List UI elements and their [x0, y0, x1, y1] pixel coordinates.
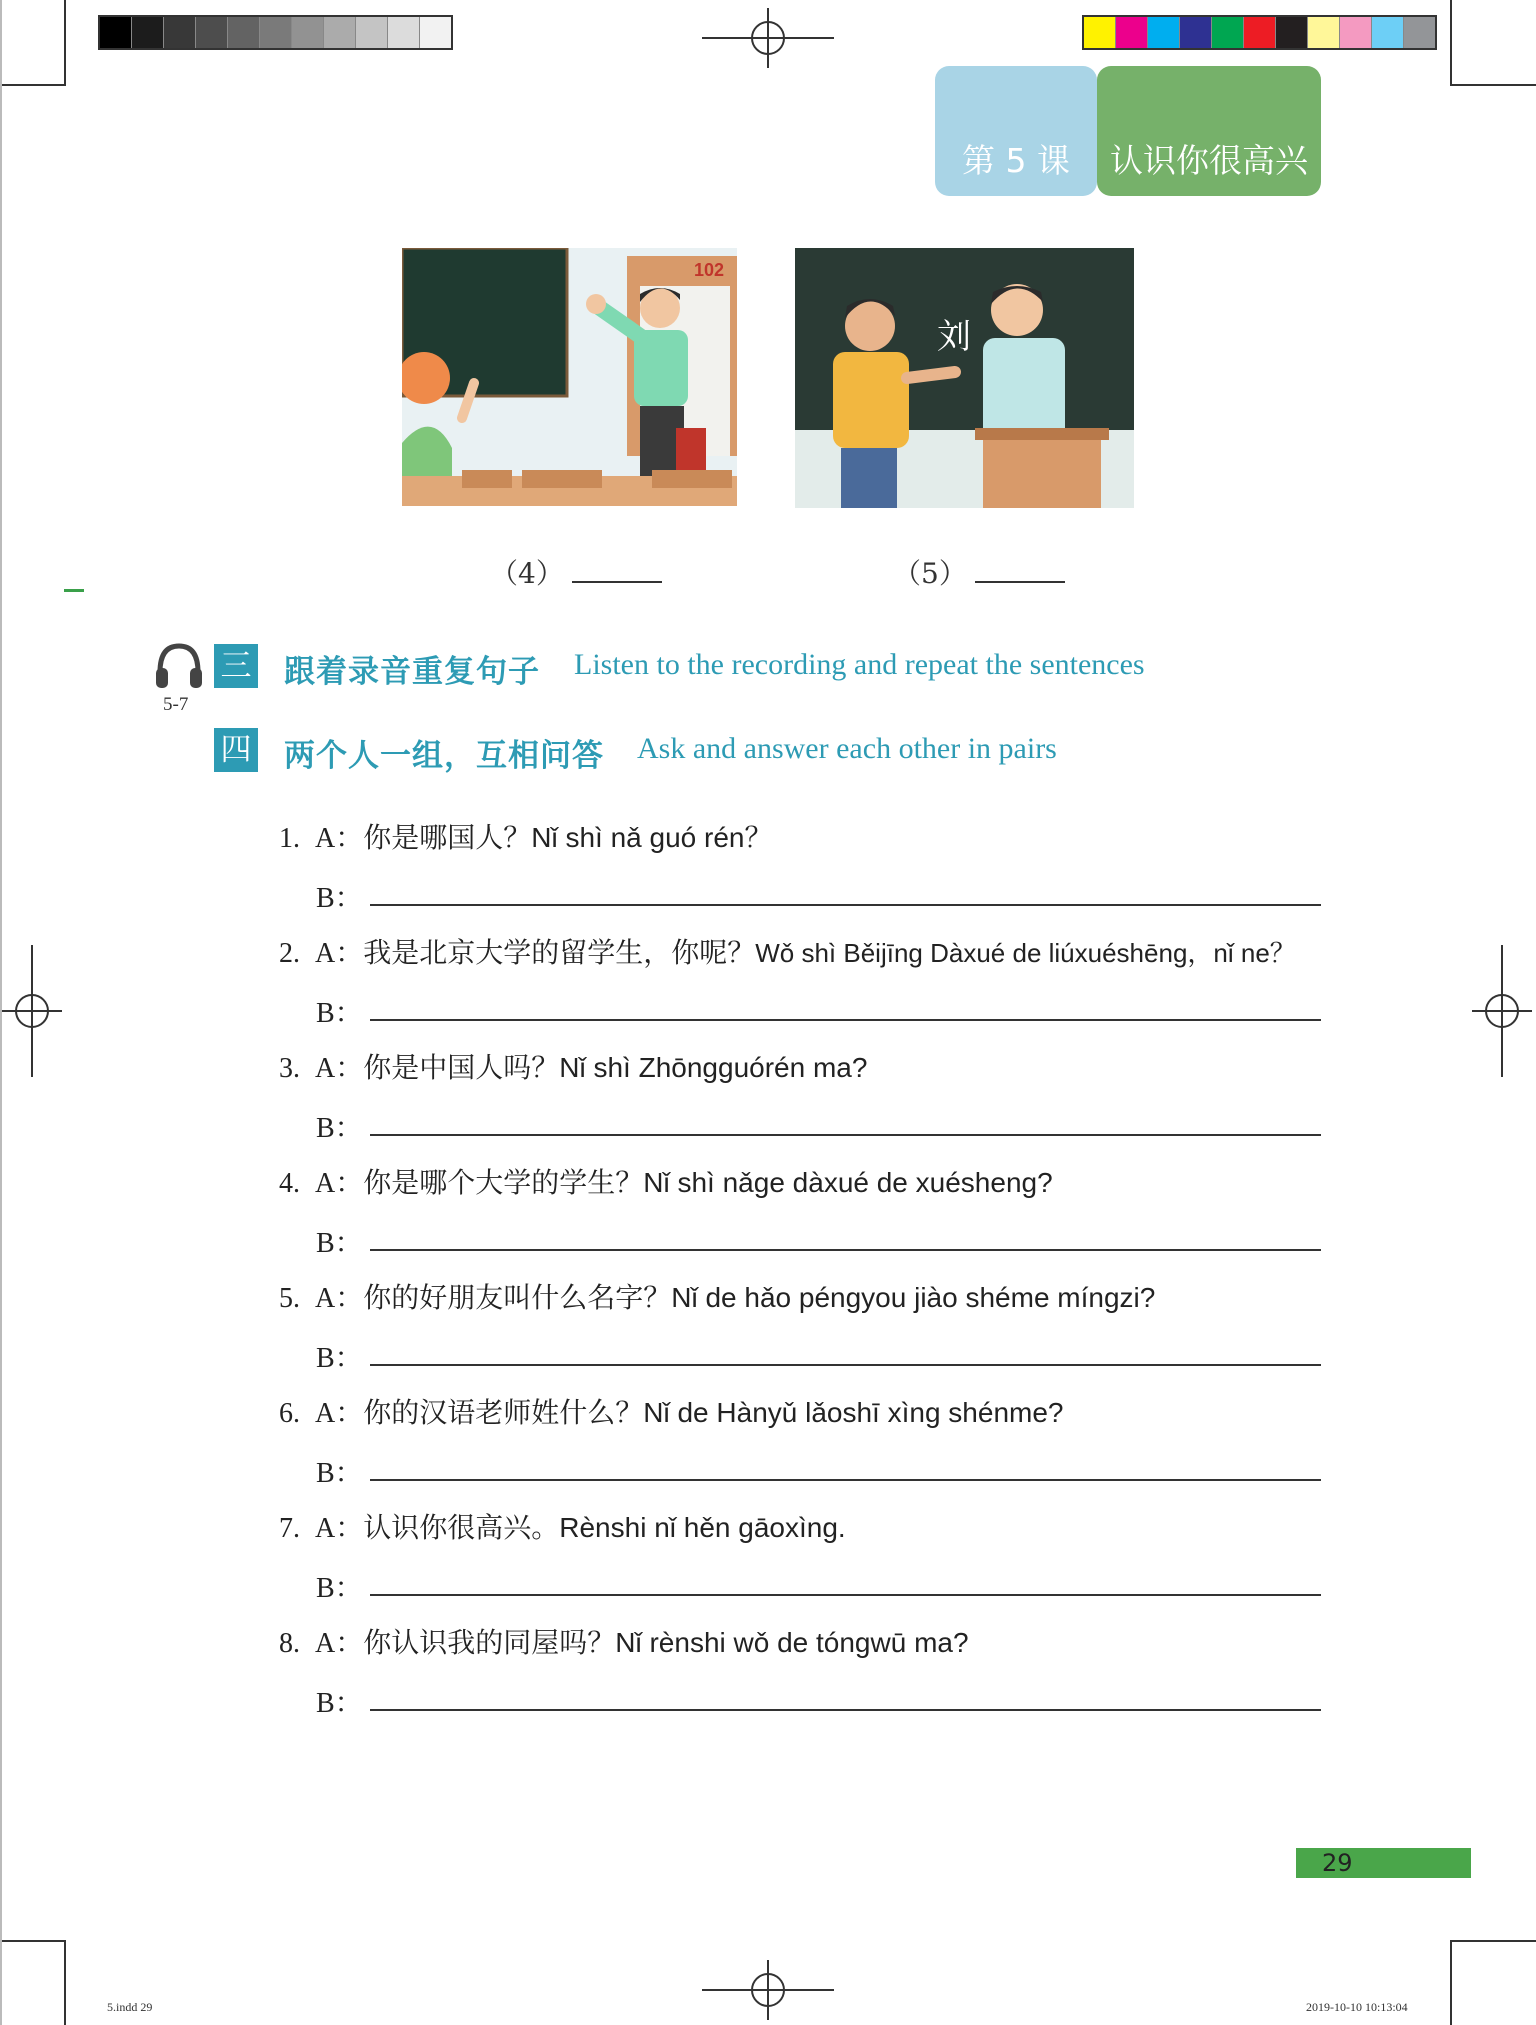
answer-blank-5[interactable] [975, 557, 1065, 583]
color-swatch [1308, 17, 1340, 48]
color-swatch [228, 17, 260, 48]
exercise-5-b-label: B： [316, 1343, 363, 1374]
speaker-a: A： [315, 1283, 364, 1314]
color-swatch [292, 17, 324, 48]
exercise-number: 1. [279, 823, 300, 854]
question-zh: 你是中国人吗？ [363, 1051, 560, 1084]
page-number: 29 [1296, 1848, 1471, 1878]
exercise-4-answer-line[interactable] [370, 1249, 1321, 1251]
color-swatch [420, 17, 451, 48]
question-pinyin: Nǐ shì nǎ guó rén？ [531, 822, 773, 853]
lesson-title-tab [1097, 66, 1321, 196]
exercise-6-question [279, 1391, 1064, 1431]
question-pinyin: Nǐ de hǎo péngyou jiào shéme míngzi? [671, 1282, 1156, 1313]
exercise-6-answer-line[interactable] [370, 1479, 1321, 1481]
exercise-4-question [279, 1161, 1053, 1201]
exercise-2-b-label: B： [316, 998, 363, 1029]
exercise-6-b-label: B： [316, 1458, 363, 1489]
exercise-number: 2. [279, 938, 300, 969]
exercise-1-b-label: B： [316, 883, 363, 914]
grayscale-swatch-bar [98, 15, 453, 50]
answer-blank-4[interactable] [572, 557, 662, 583]
caption-4 [490, 552, 662, 592]
color-swatch [1244, 17, 1276, 48]
color-swatch [388, 17, 420, 48]
board-character: 刘 [937, 317, 971, 357]
question-pinyin: Wǒ shì Běijīng Dàxué de liúxuéshēng，nǐ ne？ [755, 938, 1296, 968]
question-pinyin: Rènshi nǐ hěn gāoxìng. [559, 1512, 846, 1543]
illustration-5-self-introduction [795, 248, 1134, 508]
lesson-number-tab [935, 66, 1097, 196]
speaker-a: A： [315, 1168, 364, 1199]
color-swatch [1116, 17, 1148, 48]
question-zh: 你是哪国人？ [363, 821, 532, 854]
room-number-label: 102 [694, 260, 725, 280]
question-zh: 你是哪个大学的学生？ [363, 1166, 644, 1199]
margin-marker [64, 589, 84, 592]
speaker-a: A： [315, 1628, 364, 1659]
color-swatch [1084, 17, 1116, 48]
exercise-8-b-label: B： [316, 1688, 363, 1719]
registration-mark-bottom [702, 1960, 834, 2020]
section-4-title-en: Ask and answer each other in pairs [637, 732, 1057, 765]
exercise-1-answer-line[interactable] [370, 904, 1321, 906]
exercise-5-answer-line[interactable] [370, 1364, 1321, 1366]
question-pinyin: Nǐ shì nǎge dàxué de xuésheng? [643, 1167, 1053, 1198]
exercise-number: 7. [279, 1513, 300, 1544]
color-swatch [260, 17, 292, 48]
question-pinyin: Nǐ shì Zhōngguórén ma? [559, 1052, 868, 1083]
question-zh: 我是北京大学的留学生，你呢？ [363, 936, 756, 969]
audio-track-number: 5-7 [163, 694, 189, 715]
exercise-8-answer-line[interactable] [370, 1709, 1321, 1711]
color-swatch [324, 17, 356, 48]
exercise-number: 3. [279, 1053, 300, 1084]
registration-mark-right [1472, 945, 1532, 1077]
exercise-3-question [279, 1046, 867, 1086]
exercise-number: 4. [279, 1168, 300, 1199]
exercise-1-question [279, 816, 773, 856]
color-swatch-bar [1082, 15, 1437, 50]
color-swatch [1404, 17, 1435, 48]
question-zh: 你的好朋友叫什么名字？ [363, 1281, 672, 1314]
color-swatch [1148, 17, 1180, 48]
speaker-a: A： [315, 938, 364, 969]
headphones-icon[interactable] [154, 640, 204, 690]
exercise-number: 5. [279, 1283, 300, 1314]
footer-timestamp: 2019-10-10 10:13:04 [1306, 2000, 1408, 2014]
exercise-7-question [279, 1506, 846, 1546]
registration-mark-left [2, 945, 62, 1077]
color-swatch [1340, 17, 1372, 48]
question-pinyin: Nǐ rènshi wǒ de tóngwū ma? [615, 1627, 969, 1658]
color-swatch [196, 17, 228, 48]
speaker-a: A： [315, 823, 364, 854]
exercise-4-b-label: B： [316, 1228, 363, 1259]
exercise-3-b-label: B： [316, 1113, 363, 1144]
color-swatch [1276, 17, 1308, 48]
lesson-number-label: 第 5 课 [962, 141, 1070, 180]
question-zh: 你的汉语老师姓什么？ [363, 1396, 644, 1429]
color-swatch [356, 17, 388, 48]
illustration-4-teacher-waving [402, 248, 737, 506]
color-swatch [1180, 17, 1212, 48]
color-swatch [132, 17, 164, 48]
lesson-title-label: 认识你很高兴 [1110, 141, 1308, 180]
exercise-2-answer-line[interactable] [370, 1019, 1321, 1021]
color-swatch [164, 17, 196, 48]
section-3-title-en: Listen to the recording and repeat the sentences [574, 648, 1145, 681]
color-swatch [1212, 17, 1244, 48]
caption-5-number: （5） [893, 557, 967, 590]
question-zh: 认识你很高兴。 [363, 1511, 560, 1544]
exercise-8-question [279, 1621, 969, 1661]
section-4-number: 四 [214, 728, 258, 772]
exercise-number: 8. [279, 1628, 300, 1659]
speaker-a: A： [315, 1513, 364, 1544]
color-swatch [100, 17, 132, 48]
speaker-a: A： [315, 1053, 364, 1084]
caption-5 [893, 552, 1065, 592]
exercise-number: 6. [279, 1398, 300, 1429]
caption-4-number: （4） [490, 557, 564, 590]
section-3-title-zh: 跟着录音重复句子 [284, 654, 540, 690]
registration-mark-top [702, 8, 834, 68]
exercise-3-answer-line[interactable] [370, 1134, 1321, 1136]
exercise-7-b-label: B： [316, 1573, 363, 1604]
color-swatch [1372, 17, 1404, 48]
question-zh: 你认识我的同屋吗？ [363, 1626, 616, 1659]
exercise-7-answer-line[interactable] [370, 1594, 1321, 1596]
speaker-a: A： [315, 1398, 364, 1429]
section-4-title-zh: 两个人一组，互相问答 [284, 738, 604, 774]
exercise-2-question [279, 931, 1296, 971]
exercise-5-question [279, 1276, 1155, 1316]
footer-file-info: 5.indd 29 [107, 2000, 153, 2014]
question-pinyin: Nǐ de Hànyǔ lǎoshī xìng shénme? [643, 1397, 1064, 1428]
section-3-number: 三 [214, 644, 258, 688]
